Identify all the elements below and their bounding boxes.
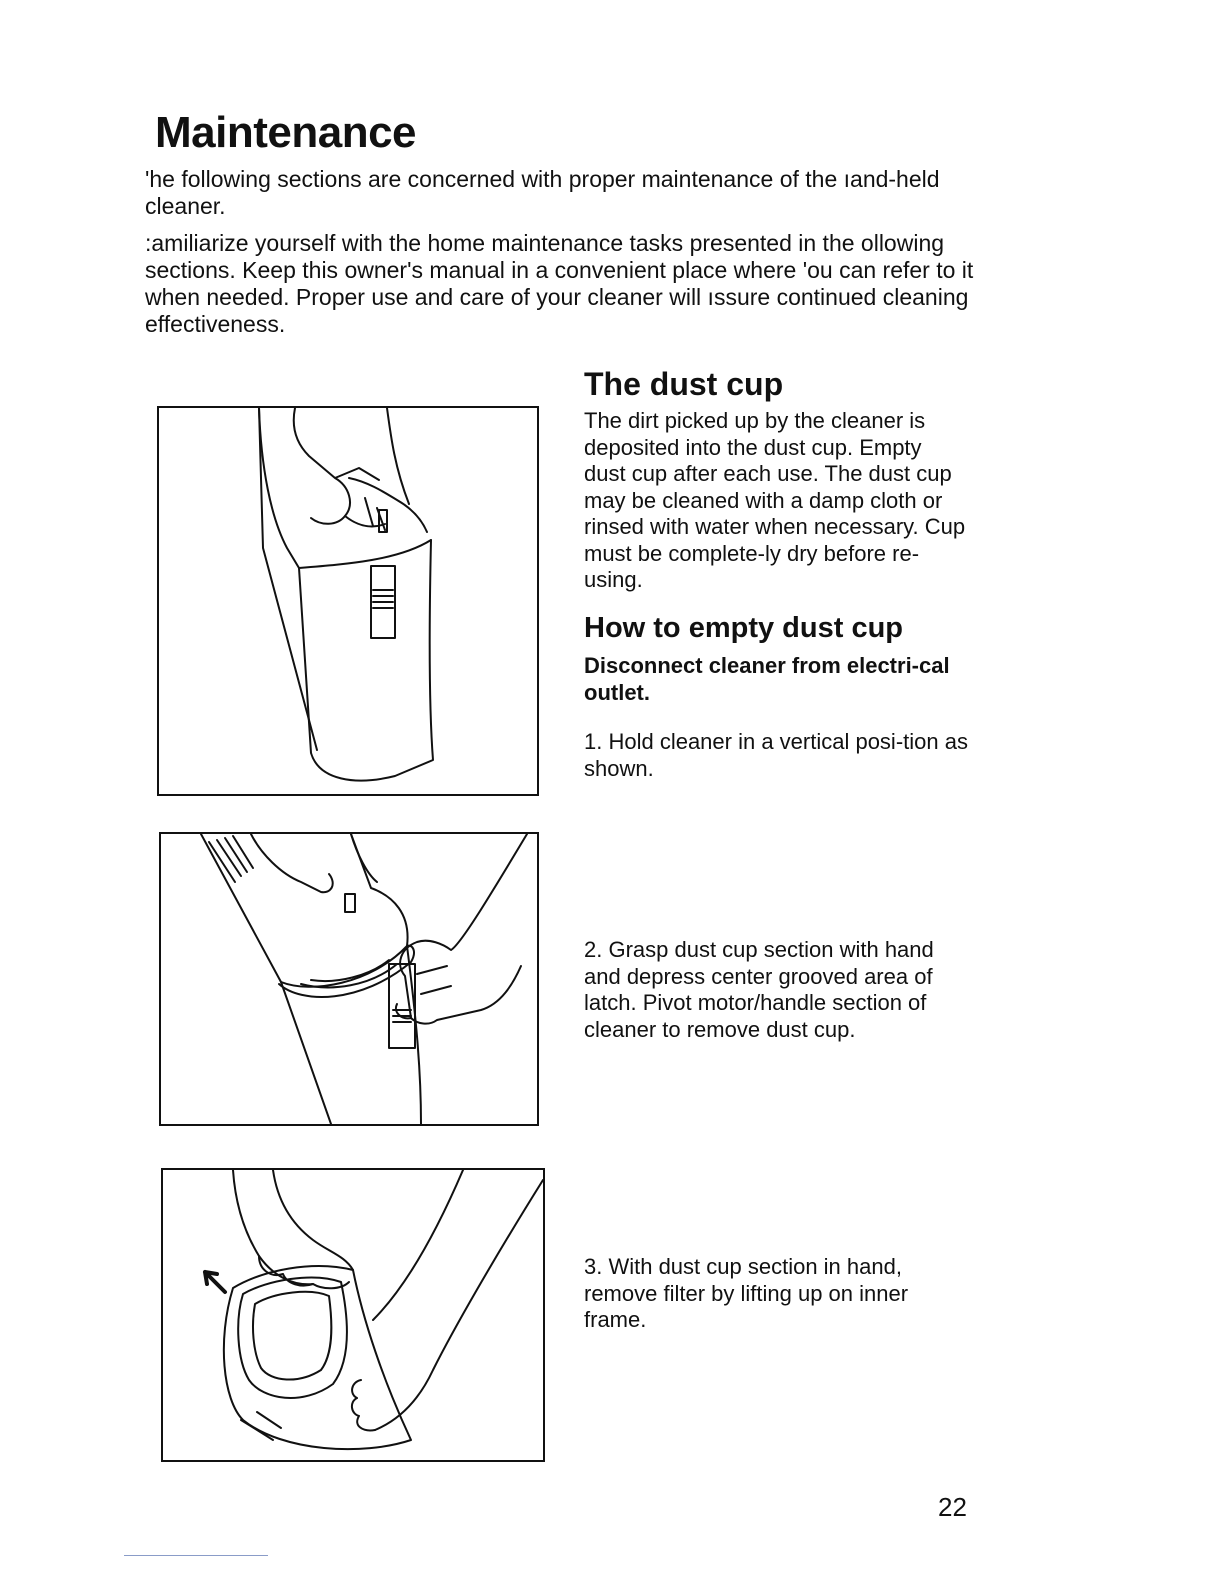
dust-cup-rim xyxy=(279,946,414,997)
page-number: 22 xyxy=(938,1492,967,1522)
intro-paragraph: 'he following sections are concerned with proper maintenance of the ıand-held cleaner. xyxy=(145,166,940,219)
hand-outline xyxy=(294,408,427,532)
cleaner-body-outline xyxy=(259,408,433,781)
latch-grooves xyxy=(373,590,393,608)
intro-paragraph: :amiliarize yourself with the home maintenance tasks presented in the ollowing sections. Keep this owner's manual in a convenient place where 'ou can refer to it when needed. Proper use and care of your cleaner will ıssure continued cleaning effectiveness. xyxy=(145,230,974,337)
step-3-text: 3. With dust cup section in hand, remove filter by lifting up on inner frame. xyxy=(584,1254,909,1332)
dust-cup-outline xyxy=(281,946,421,1124)
latch-button-outline xyxy=(345,894,355,912)
step-3-illustration xyxy=(161,1168,545,1462)
motor-section-outline xyxy=(201,834,408,987)
step-1-illustration xyxy=(157,406,539,796)
page-title: Maintenance xyxy=(155,108,417,157)
step-2-text: 2. Grasp dust cup section with hand and depress center grooved area of latch. Pivot motor/handle section of cleaner to remove dust cup. xyxy=(584,937,934,1042)
hand-right-outline xyxy=(400,834,527,1024)
step-2-illustration xyxy=(159,832,539,1126)
hand-top-outline xyxy=(251,834,377,892)
right-arm-outline xyxy=(373,1170,543,1430)
dust-cup-description: The dirt picked up by the cleaner is deposited into the dust cup. Empty dust cup after each use. The dust cup may be cleaned with a damp cloth or rinsed with water when necessary. Cup must be complete-ly dry before re-using. xyxy=(584,408,966,592)
disconnect-warning: Disconnect cleaner from electri-cal outlet. xyxy=(584,653,950,705)
filter-inner-frame xyxy=(253,1292,331,1380)
dust-cup-heading: The dust cup xyxy=(584,366,784,402)
arrow-icon xyxy=(205,1272,225,1292)
dust-cup-seam xyxy=(299,540,431,568)
filter-ring xyxy=(301,960,397,987)
right-hand-fingers xyxy=(352,1380,375,1430)
latch-button-outline xyxy=(379,510,387,532)
empty-dust-cup-heading: How to empty dust cup xyxy=(584,612,903,644)
step-1-text: 1. Hold cleaner in a vertical posi-tion as shown. xyxy=(584,729,968,781)
footer-rule xyxy=(124,1555,268,1556)
cup-base-lines xyxy=(241,1412,281,1440)
